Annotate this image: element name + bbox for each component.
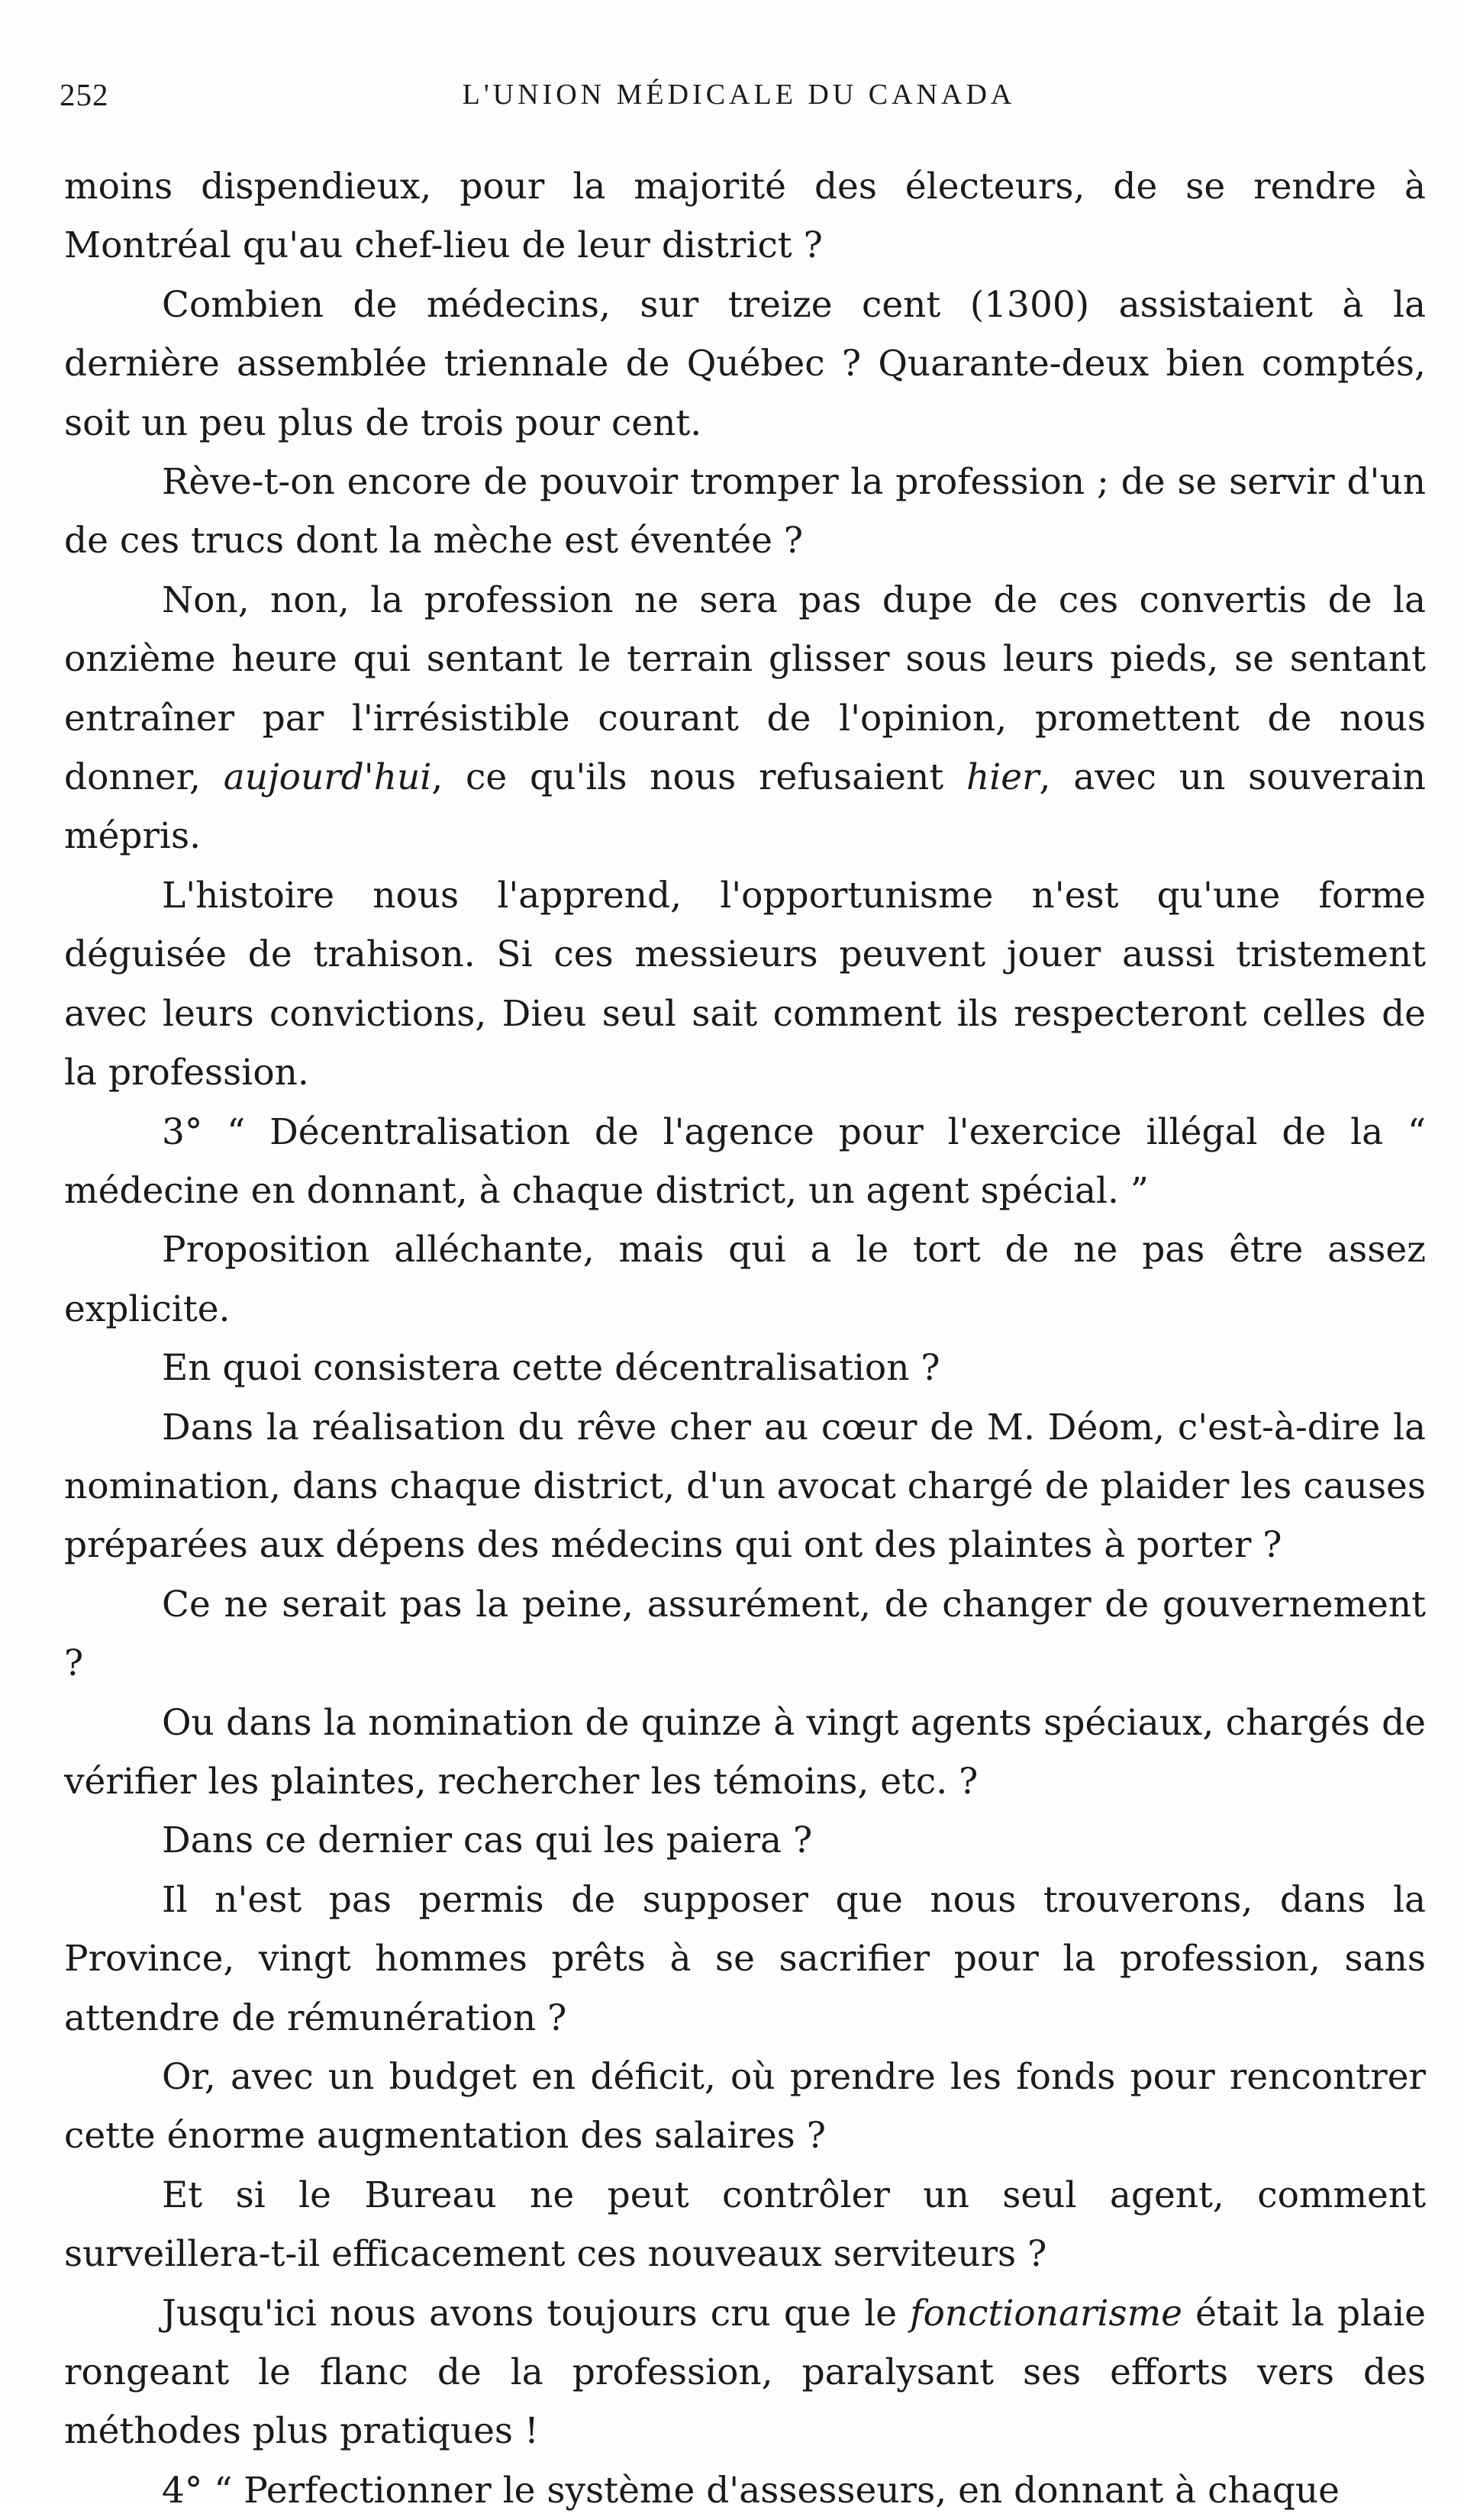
paragraph (64, 2048, 1426, 2166)
text-run: moins dispendieux, pour la majorité des électeurs, de se rendre à Montréal qu'au chef-lieu de leur district ? (64, 166, 1426, 267)
text-run: Proposition alléchante, mais qui a le tort de ne pas être assez explicite. (64, 1229, 1426, 1330)
text-run: , ce qu'ils nous refusaient (431, 756, 966, 799)
text-run: Dans ce dernier cas qui les paiera ? (162, 1819, 813, 1862)
paragraph (64, 1693, 1426, 1812)
paragraph (64, 2166, 1426, 2284)
text-run: Ou dans la nomination de quinze à vingt agents spéciaux, chargés de vérifier les plaintes, rechercher les témoins, etc. ? (64, 1701, 1426, 1803)
paragraph (64, 1871, 1426, 2048)
italic-text-run: hier (966, 756, 1040, 799)
paragraph (64, 1220, 1426, 1339)
text-run: Combien de médecins, sur treize cent (1300) assistaient à la dernière assemblée triennale de Québec ? Quarante-deux bien comptés, soit un peu plus de trois pour cent. (64, 283, 1426, 444)
text-run: Non, non, la profession ne sera pas dupe de ces convertis de la onzième heure qui sentant le terrain glisser sous leurs pieds, se sentant entraîner par l'irrésistible courant de l'opinion, promettent de nous donner, (64, 578, 1426, 799)
text-run: L'histoire nous l'apprend, l'opportunisme n'est qu'une forme déguisée de trahison. Si ces messieurs peuvent jouer aussi tristement avec leurs convictions, Dieu seul sait comment ils respecteront celles de la profession. (64, 874, 1426, 1094)
paragraph (64, 866, 1426, 1103)
italic-text-run: fonctionarisme (910, 2292, 1182, 2335)
paragraph (64, 453, 1426, 571)
paragraph (64, 1398, 1426, 1575)
text-run: Ce ne serait pas la peine, assurément, de changer de gouvernement ? (64, 1583, 1426, 1685)
text-run: Rève-t-on encore de pouvoir tromper la profession ; de se servir d'un de ces trucs dont la mèche est éventée ? (64, 461, 1426, 562)
body-text (64, 157, 1426, 2520)
paragraph (64, 1103, 1426, 1221)
paragraph (64, 1575, 1426, 1693)
paragraph (64, 157, 1426, 276)
paragraph (64, 276, 1426, 453)
paragraph (64, 571, 1426, 866)
page-header (60, 76, 1418, 122)
page-number: 252 (60, 77, 109, 112)
running-title: L'UNION MÉDICALE DU CANADA (462, 79, 1016, 111)
text-run: Il n'est pas permis de supposer que nous trouverons, dans la Province, vingt hommes prêts à se sacrifier pour la profession, sans attendre de rémunération ? (64, 1878, 1426, 2039)
text-run: , avec un souverain mépris. (64, 756, 1426, 858)
text-run: Jusqu'ici nous avons toujours cru que le (162, 2292, 911, 2335)
text-run: En quoi consistera cette décentralisation ? (162, 1347, 940, 1390)
text-run: Et si le Bureau ne peut contrôler un seul agent, comment surveillera-t-il efficacement ces nouveaux serviteurs ? (64, 2174, 1426, 2276)
text-run: 3° “ Décentralisation de l'agence pour l'exercice illégal de la “ médecine en donnant, à chaque district, un agent spécial. ” (64, 1110, 1426, 1212)
text-run: Dans la réalisation du rêve cher au cœur de M. Déom, c'est-à-dire la nomination, dans chaque district, d'un avocat chargé de plaider les causes préparées aux dépens des médecins qui ont des plaintes à porter ? (64, 1406, 1426, 1567)
text-run: Or, avec un budget en déficit, où prendre les fonds pour rencontrer cette énorme augmentation des salaires ? (64, 2056, 1426, 2157)
paragraph (64, 1811, 1426, 1870)
text-run: 4° “ Perfectionner le système d'assesseurs, en donnant à chaque (162, 2469, 1340, 2512)
text-run: était la plaie rongeant le flanc de la profession, paralysant ses efforts vers des méthodes plus pratiques ! (64, 2292, 1426, 2453)
paragraph (64, 2284, 1426, 2461)
italic-text-run: aujourd'hui (223, 756, 432, 799)
paragraph (64, 2461, 1426, 2520)
paragraph (64, 1339, 1426, 1397)
